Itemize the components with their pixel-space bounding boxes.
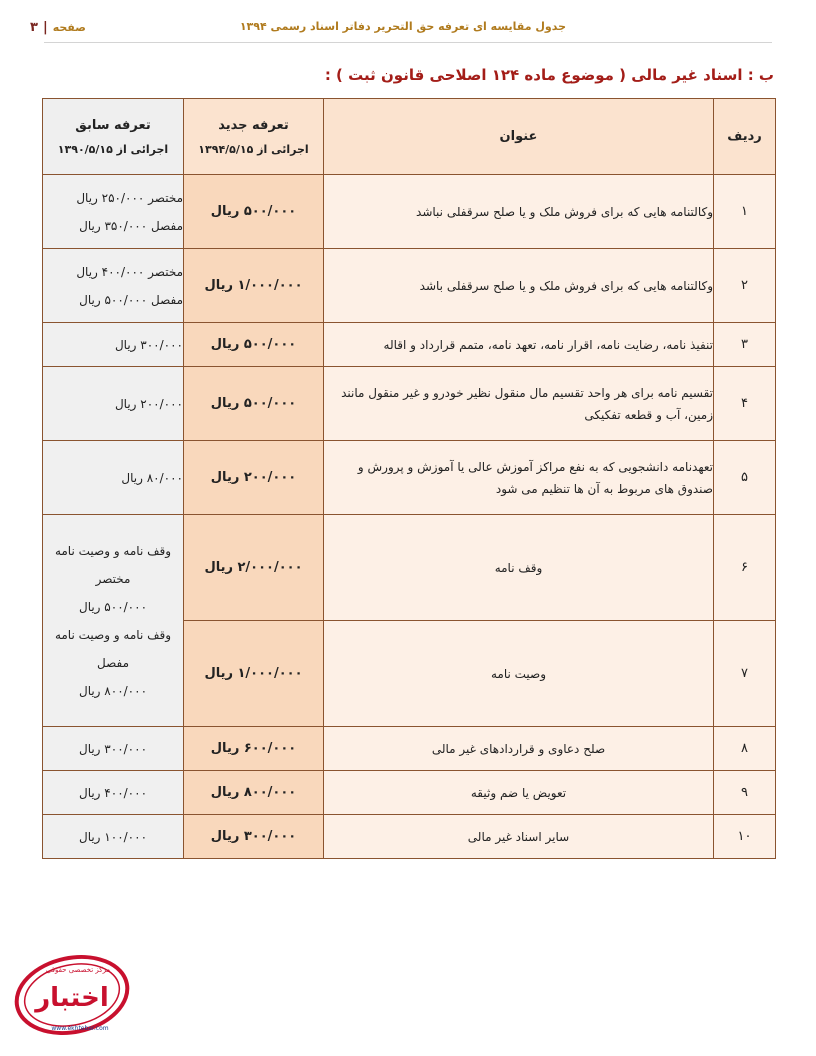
prev-tariff-cell: ۲۰۰/۰۰۰ ریال bbox=[43, 367, 184, 441]
row-number: ۱ bbox=[714, 175, 776, 249]
new-tariff-cell: ۱/۰۰۰/۰۰۰ ریال bbox=[184, 249, 324, 323]
new-tariff-cell: ۵۰۰/۰۰۰ ریال bbox=[184, 323, 324, 367]
prev-tariff-cell bbox=[43, 175, 184, 249]
table-row bbox=[43, 367, 776, 441]
row-number: ۶ bbox=[714, 515, 776, 621]
prev-line: وقف نامه و وصیت نامه bbox=[54, 543, 172, 558]
table-row bbox=[43, 815, 776, 859]
tariff-table bbox=[42, 98, 776, 859]
new-tariff-cell: ۲۰۰/۰۰۰ ریال bbox=[184, 441, 324, 515]
row-number: ۹ bbox=[714, 771, 776, 815]
prev-tariff-date: اجرائی از ۱۳۹۰/۵/۱۵ bbox=[57, 142, 169, 156]
prev-line: مختصر ۴۰۰/۰۰۰ ریال bbox=[76, 264, 183, 279]
prev-tariff-cell: ۳۰۰/۰۰۰ ریال bbox=[43, 727, 184, 771]
header-title: جدول مقایسه ای تعرفه حق التحریر دفاتر اسناد رسمی ۱۳۹۴ bbox=[239, 20, 566, 33]
table-row bbox=[43, 727, 776, 771]
row-title: وکالتنامه هایی که برای فروش ملک و یا صلح سرقفلی نباشد bbox=[324, 175, 714, 249]
page-number: ۳ bbox=[30, 20, 38, 35]
prev-tariff-merged-cell bbox=[43, 515, 184, 727]
row-number: ۲ bbox=[714, 249, 776, 323]
prev-tariff-cell bbox=[43, 249, 184, 323]
row-title: صلح دعاوی و قراردادهای غیر مالی bbox=[324, 727, 714, 771]
row-title: وصیت نامه bbox=[324, 621, 714, 727]
prev-line: مفصل ۳۵۰/۰۰۰ ریال bbox=[79, 218, 183, 233]
new-tariff-title: تعرفه جدید bbox=[218, 117, 289, 133]
row-title: تعهدنامه دانشجویی که به نفع مراکز آموزش عالی یا آموزش و پرورش و صندوق های مربوط به آن ها تنظیم می شود bbox=[324, 441, 714, 515]
row-title: وقف نامه bbox=[324, 515, 714, 621]
table-row bbox=[43, 323, 776, 367]
svg-text:اختبار: اختبار bbox=[35, 983, 109, 1013]
new-tariff-cell: ۱/۰۰۰/۰۰۰ ریال bbox=[184, 621, 324, 727]
ekhtebar-logo bbox=[10, 950, 135, 1040]
row-number: ۸ bbox=[714, 727, 776, 771]
page-number-block bbox=[30, 20, 86, 35]
new-tariff-cell: ۳۰۰/۰۰۰ ریال bbox=[184, 815, 324, 859]
row-number: ۵ bbox=[714, 441, 776, 515]
prev-line: مختصر ۲۵۰/۰۰۰ ریال bbox=[76, 190, 183, 205]
row-title: وکالتنامه هایی که برای فروش ملک و یا صلح سرقفلی باشد bbox=[324, 249, 714, 323]
col-header-new-tariff bbox=[184, 99, 324, 175]
col-header-title: عنوان bbox=[324, 99, 714, 175]
new-tariff-cell: ۲/۰۰۰/۰۰۰ ریال bbox=[184, 515, 324, 621]
new-tariff-cell: ۸۰۰/۰۰۰ ریال bbox=[184, 771, 324, 815]
page-label: صفحه bbox=[52, 21, 86, 34]
prev-line: مفصل ۵۰۰/۰۰۰ ریال bbox=[79, 292, 183, 307]
col-header-row: ردیف bbox=[714, 99, 776, 175]
row-number: ۴ bbox=[714, 367, 776, 441]
row-number: ۱۰ bbox=[714, 815, 776, 859]
prev-tariff-title: تعرفه سابق bbox=[75, 117, 151, 133]
new-tariff-date: اجرائی از ۱۳۹۴/۵/۱۵ bbox=[198, 142, 309, 156]
row-number: ۷ bbox=[714, 621, 776, 727]
col-header-prev-tariff bbox=[43, 99, 184, 175]
svg-text:مرکز تخصصی حقوقی: مرکز تخصصی حقوقی bbox=[45, 966, 111, 974]
prev-tariff-cell: ۸۰/۰۰۰ ریال bbox=[43, 441, 184, 515]
table-row bbox=[43, 441, 776, 515]
prev-tariff-cell: ۱۰۰/۰۰۰ ریال bbox=[43, 815, 184, 859]
section-title: ب : اسناد غیر مالی ( موضوع ماده ۱۲۴ اصلاحی قانون ثبت ) : bbox=[324, 66, 774, 84]
new-tariff-cell: ۵۰۰/۰۰۰ ریال bbox=[184, 175, 324, 249]
svg-text:www.ekhtebar.com: www.ekhtebar.com bbox=[51, 1025, 109, 1032]
prev-line: مفصل bbox=[97, 655, 129, 670]
row-title: تنفیذ نامه، رضایت نامه، اقرار نامه، تعهد نامه، متمم قرارداد و اقاله bbox=[324, 323, 714, 367]
table-row bbox=[43, 175, 776, 249]
new-tariff-cell: ۵۰۰/۰۰۰ ریال bbox=[184, 367, 324, 441]
row-number: ۳ bbox=[714, 323, 776, 367]
header-rule bbox=[44, 42, 772, 43]
table-row bbox=[43, 515, 776, 621]
prev-line: مختصر bbox=[95, 571, 131, 586]
prev-tariff-cell: ۴۰۰/۰۰۰ ریال bbox=[43, 771, 184, 815]
table-row bbox=[43, 771, 776, 815]
new-tariff-cell: ۶۰۰/۰۰۰ ریال bbox=[184, 727, 324, 771]
row-title: تقسیم نامه برای هر واحد تقسیم مال منقول نظیر خودرو و غیر منقول مانند زمین، آب و قطعه تفکیکی bbox=[324, 367, 714, 441]
page-separator: | bbox=[42, 20, 48, 35]
row-title: سایر اسناد غیر مالی bbox=[324, 815, 714, 859]
prev-tariff-cell: ۳۰۰/۰۰۰ ریال bbox=[43, 323, 184, 367]
row-title: تعویض یا ضم وثیقه bbox=[324, 771, 714, 815]
table-header-row bbox=[43, 99, 776, 175]
prev-line: وقف نامه و وصیت نامه bbox=[54, 627, 172, 642]
prev-line: ۸۰۰/۰۰۰ ریال bbox=[78, 683, 148, 698]
table-row bbox=[43, 249, 776, 323]
prev-line: ۵۰۰/۰۰۰ ریال bbox=[78, 599, 148, 614]
